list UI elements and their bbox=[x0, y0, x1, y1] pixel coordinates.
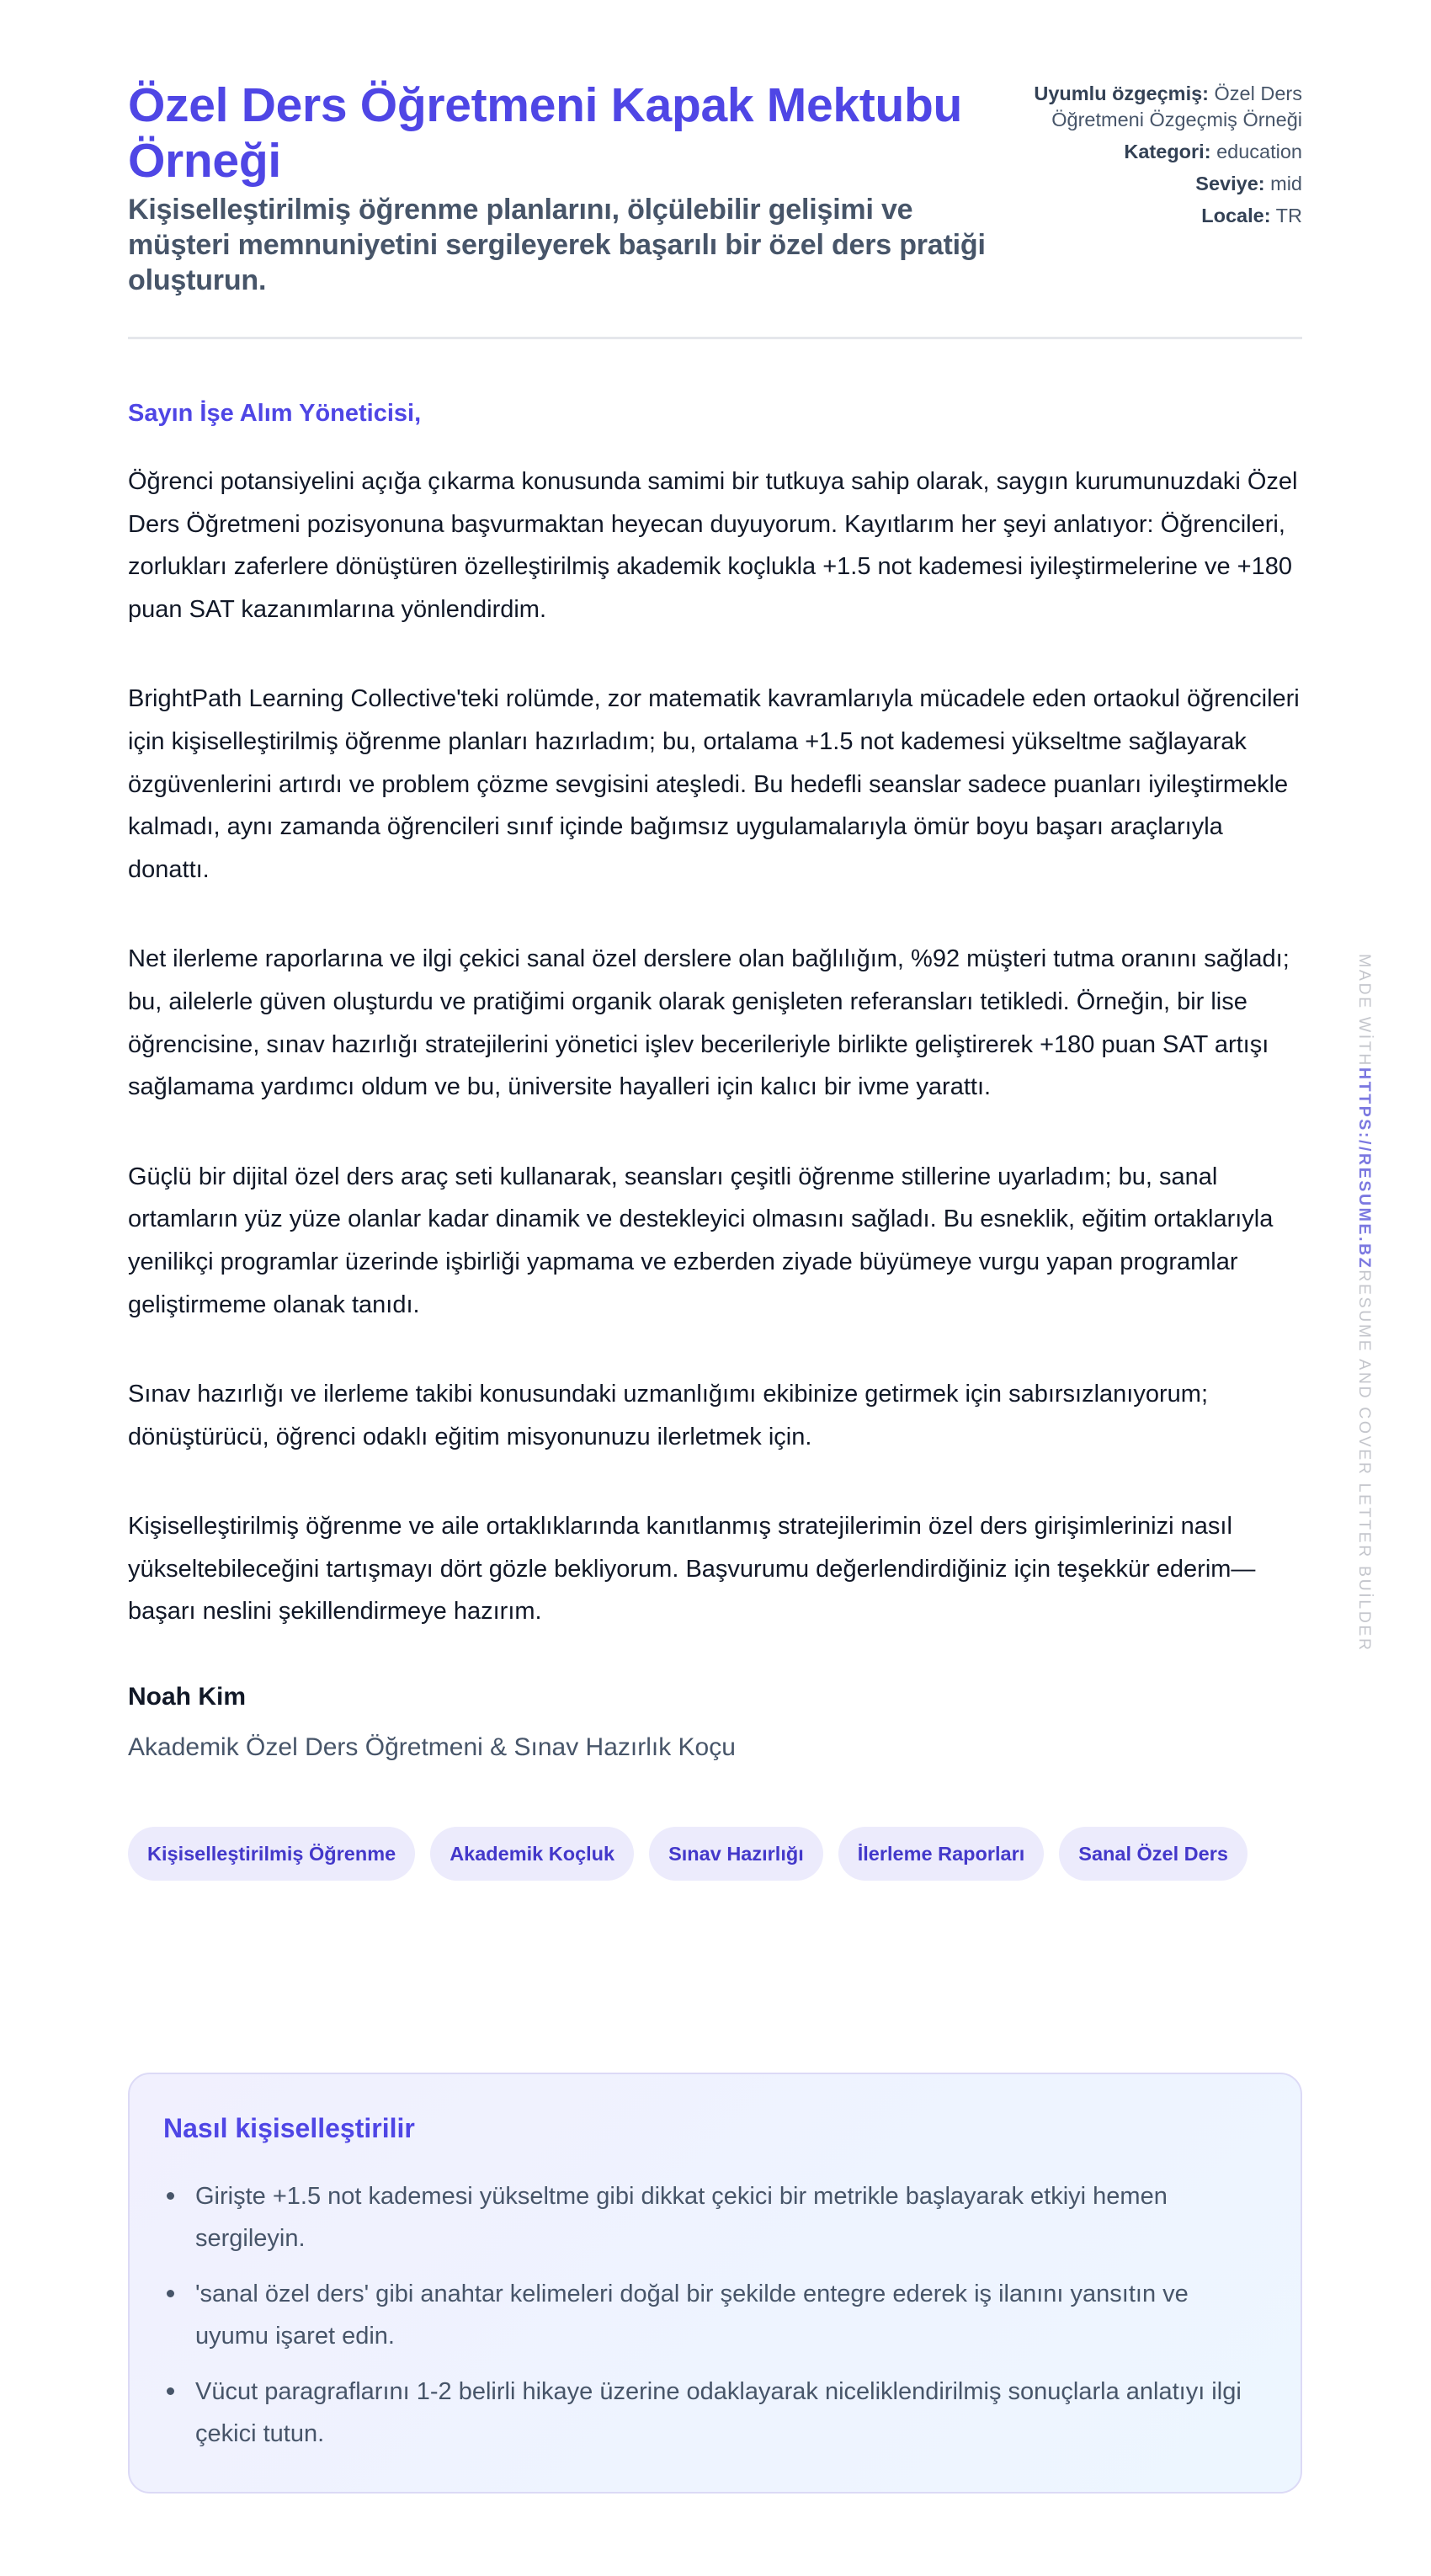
page-header bbox=[128, 77, 1302, 298]
meta-category bbox=[1024, 139, 1302, 165]
meta-level bbox=[1024, 171, 1302, 197]
letter-paragraph: BrightPath Learning Collective'teki rolümde, zor matematik kavramlarıyla mücadele eden ortaokul öğrencileri için kişiselleştirilmiş öğrenme planları hazırladım; bu, ortalama +1.5 not kademesi yükseltme sağlayarak özgüvenlerini artırdı ve problem çözme sevgisini ateşledi. Bu hedefli seanslar sadece puanları iyileştirmekle kalmadı, aynı zamanda öğrencileri sınıf içinde bağımsız uygulamalarıyla ömür boyu başarı araçlarıyla donattı. bbox=[128, 685, 1300, 883]
meta-locale bbox=[1024, 203, 1302, 229]
tag-chip[interactable]: İlerleme Raporları bbox=[838, 1827, 1045, 1881]
bullet-icon bbox=[167, 2192, 174, 2200]
personalization-tips-card bbox=[128, 2073, 1302, 2494]
letter-paragraphs bbox=[128, 460, 1302, 1633]
letter-body bbox=[128, 397, 1302, 1764]
bullet-icon bbox=[167, 2290, 174, 2297]
letter-paragraph: Net ilerleme raporlarına ve ilgi çekici sanal özel derslere olan bağlılığım, %92 müşteri tutma oranını sağladı; bu, ailelerle güven oluşturdu ve pratiğimi organik olarak genişleten referansları tetikledi. Örneğin, bir lise öğrencisine, sınav hazırlığı stratejilerini yönetici işlev becerileriyle birlikte geliştirerek +180 puan SAT artışı sağlamama yardımcı oldum ve bu, üniversite hayalleri için kalıcı bir ivme yarattı. bbox=[128, 945, 1290, 1101]
cover-letter-page bbox=[128, 77, 1302, 1881]
bullet-icon bbox=[167, 2387, 174, 2395]
tips-item bbox=[163, 2371, 1267, 2455]
meta-label: Locale: bbox=[1201, 205, 1271, 226]
tag-chip[interactable]: Kişiselleştirilmiş Öğrenme bbox=[128, 1827, 415, 1881]
letter-greeting: Sayın İşe Alım Yöneticisi, bbox=[128, 400, 422, 427]
letter-paragraph: Güçlü bir dijital özel ders araç seti kullanarak, seansları çeşitli öğrenme stillerine uyarladım; bu, sanal ortamların yüz yüze olanlar kadar dinamik ve destekleyici olmasını sağladı. Bu esneklik, eğitim ortaklarıyla yenilikçi programlar üzerinde işbirliği yapmama ve ezberden ziyade büyümeye vurgu yapan programlar geliştirmeme olanak tanıdı. bbox=[128, 1163, 1274, 1318]
credit-suffix: RESUME AND COVER LETTER BUİLDER bbox=[1355, 1269, 1374, 1653]
signature bbox=[128, 1680, 1302, 1764]
tips-item bbox=[163, 2175, 1267, 2259]
tag-chip[interactable]: Akademik Koçluk bbox=[430, 1827, 634, 1881]
meta-value: Özel Ders Öğretmeni Özgeçmiş Örneği bbox=[1051, 82, 1302, 130]
side-credit bbox=[1352, 954, 1377, 1653]
signature-title: Akademik Özel Ders Öğretmeni & Sınav Hazırlık Koçu bbox=[128, 1733, 736, 1762]
tips-item-text: Vücut paragraflarını 1-2 belirli hikaye üzerine odaklayarak niceliklendirilmiş sonuçlarla anlatıyı ilgi çekici tutun. bbox=[195, 2378, 1242, 2447]
tips-title: Nasıl kişiselleştirilir bbox=[163, 2113, 415, 2143]
skill-tags bbox=[128, 1827, 1302, 1881]
meta-compatible-resume bbox=[1024, 81, 1302, 133]
meta-value: education bbox=[1216, 141, 1302, 162]
meta-label: Kategori: bbox=[1124, 141, 1211, 162]
meta-value: mid bbox=[1270, 173, 1302, 194]
credit-link[interactable]: HTTPS://RESUME.BZ bbox=[1355, 1067, 1374, 1270]
tips-item bbox=[163, 2273, 1267, 2357]
header-main bbox=[128, 77, 995, 298]
header-divider bbox=[128, 337, 1302, 339]
tips-item-text: Girişte +1.5 not kademesi yükseltme gibi dikkat çekici bir metrikle başlayarak etkiyi hemen sergileyin. bbox=[195, 2183, 1168, 2252]
meta-label: Seviye: bbox=[1195, 173, 1265, 194]
page-subtitle: Kişiselleştirilmiş öğrenme planlarını, ölçülebilir gelişimi ve müşteri memnuniyetini sergileyerek başarılı bir özel ders pratiği oluşturun. bbox=[128, 194, 986, 296]
tag-chip[interactable]: Sınav Hazırlığı bbox=[649, 1827, 823, 1881]
letter-paragraph: Kişiselleştirilmiş öğrenme ve aile ortaklıklarında kanıtlanmış stratejilerimin özel ders girişimlerinizi nasıl yükseltebileceğini tartışmayı dört gözle bekliyorum. Başvurumu değerlendirdiğiniz için teşekkür ederim—başarı neslini şekillendirmeye hazırım. bbox=[128, 1513, 1256, 1626]
signature-name: Noah Kim bbox=[128, 1683, 247, 1711]
tips-item-text: 'sanal özel ders' gibi anahtar kelimeleri doğal bir şekilde entegre ederek iş ilanını yansıtın ve uyumu işaret edin. bbox=[195, 2281, 1189, 2350]
tag-chip[interactable]: Sanal Özel Ders bbox=[1059, 1827, 1247, 1881]
letter-paragraph: Sınav hazırlığı ve ilerleme takibi konusundaki uzmanlığımı ekibinize getirmek için sabırsızlanıyorum; dönüştürücü, öğrenci odaklı eğitim misyonunuzu ilerletmek için. bbox=[128, 1381, 1208, 1450]
meta-value: TR bbox=[1275, 205, 1302, 226]
tips-list bbox=[163, 2175, 1267, 2455]
letter-paragraph: Öğrenci potansiyelini açığa çıkarma konusunda samimi bir tutkuya sahip olarak, saygın kurumunuzdaki Özel Ders Öğretmeni pozisyonuna başvurmaktan heyecan duyuyorum. Kayıtlarım her şeyi anlatıyor: Öğrencileri, zorlukları zaferlere dönüştüren özelleştirilmiş akademik koçlukla +1.5 not kademesi iyileştirmelerine ve +180 puan SAT kazanımlarına yönlendirdim. bbox=[128, 468, 1298, 623]
meta-panel bbox=[1024, 77, 1302, 235]
meta-label: Uyumlu özgeçmiş: bbox=[1034, 82, 1209, 104]
page-title: Özel Ders Öğretmeni Kapak Mektubu Örneği bbox=[128, 78, 963, 188]
credit-prefix: MADE WİTH bbox=[1355, 954, 1374, 1067]
